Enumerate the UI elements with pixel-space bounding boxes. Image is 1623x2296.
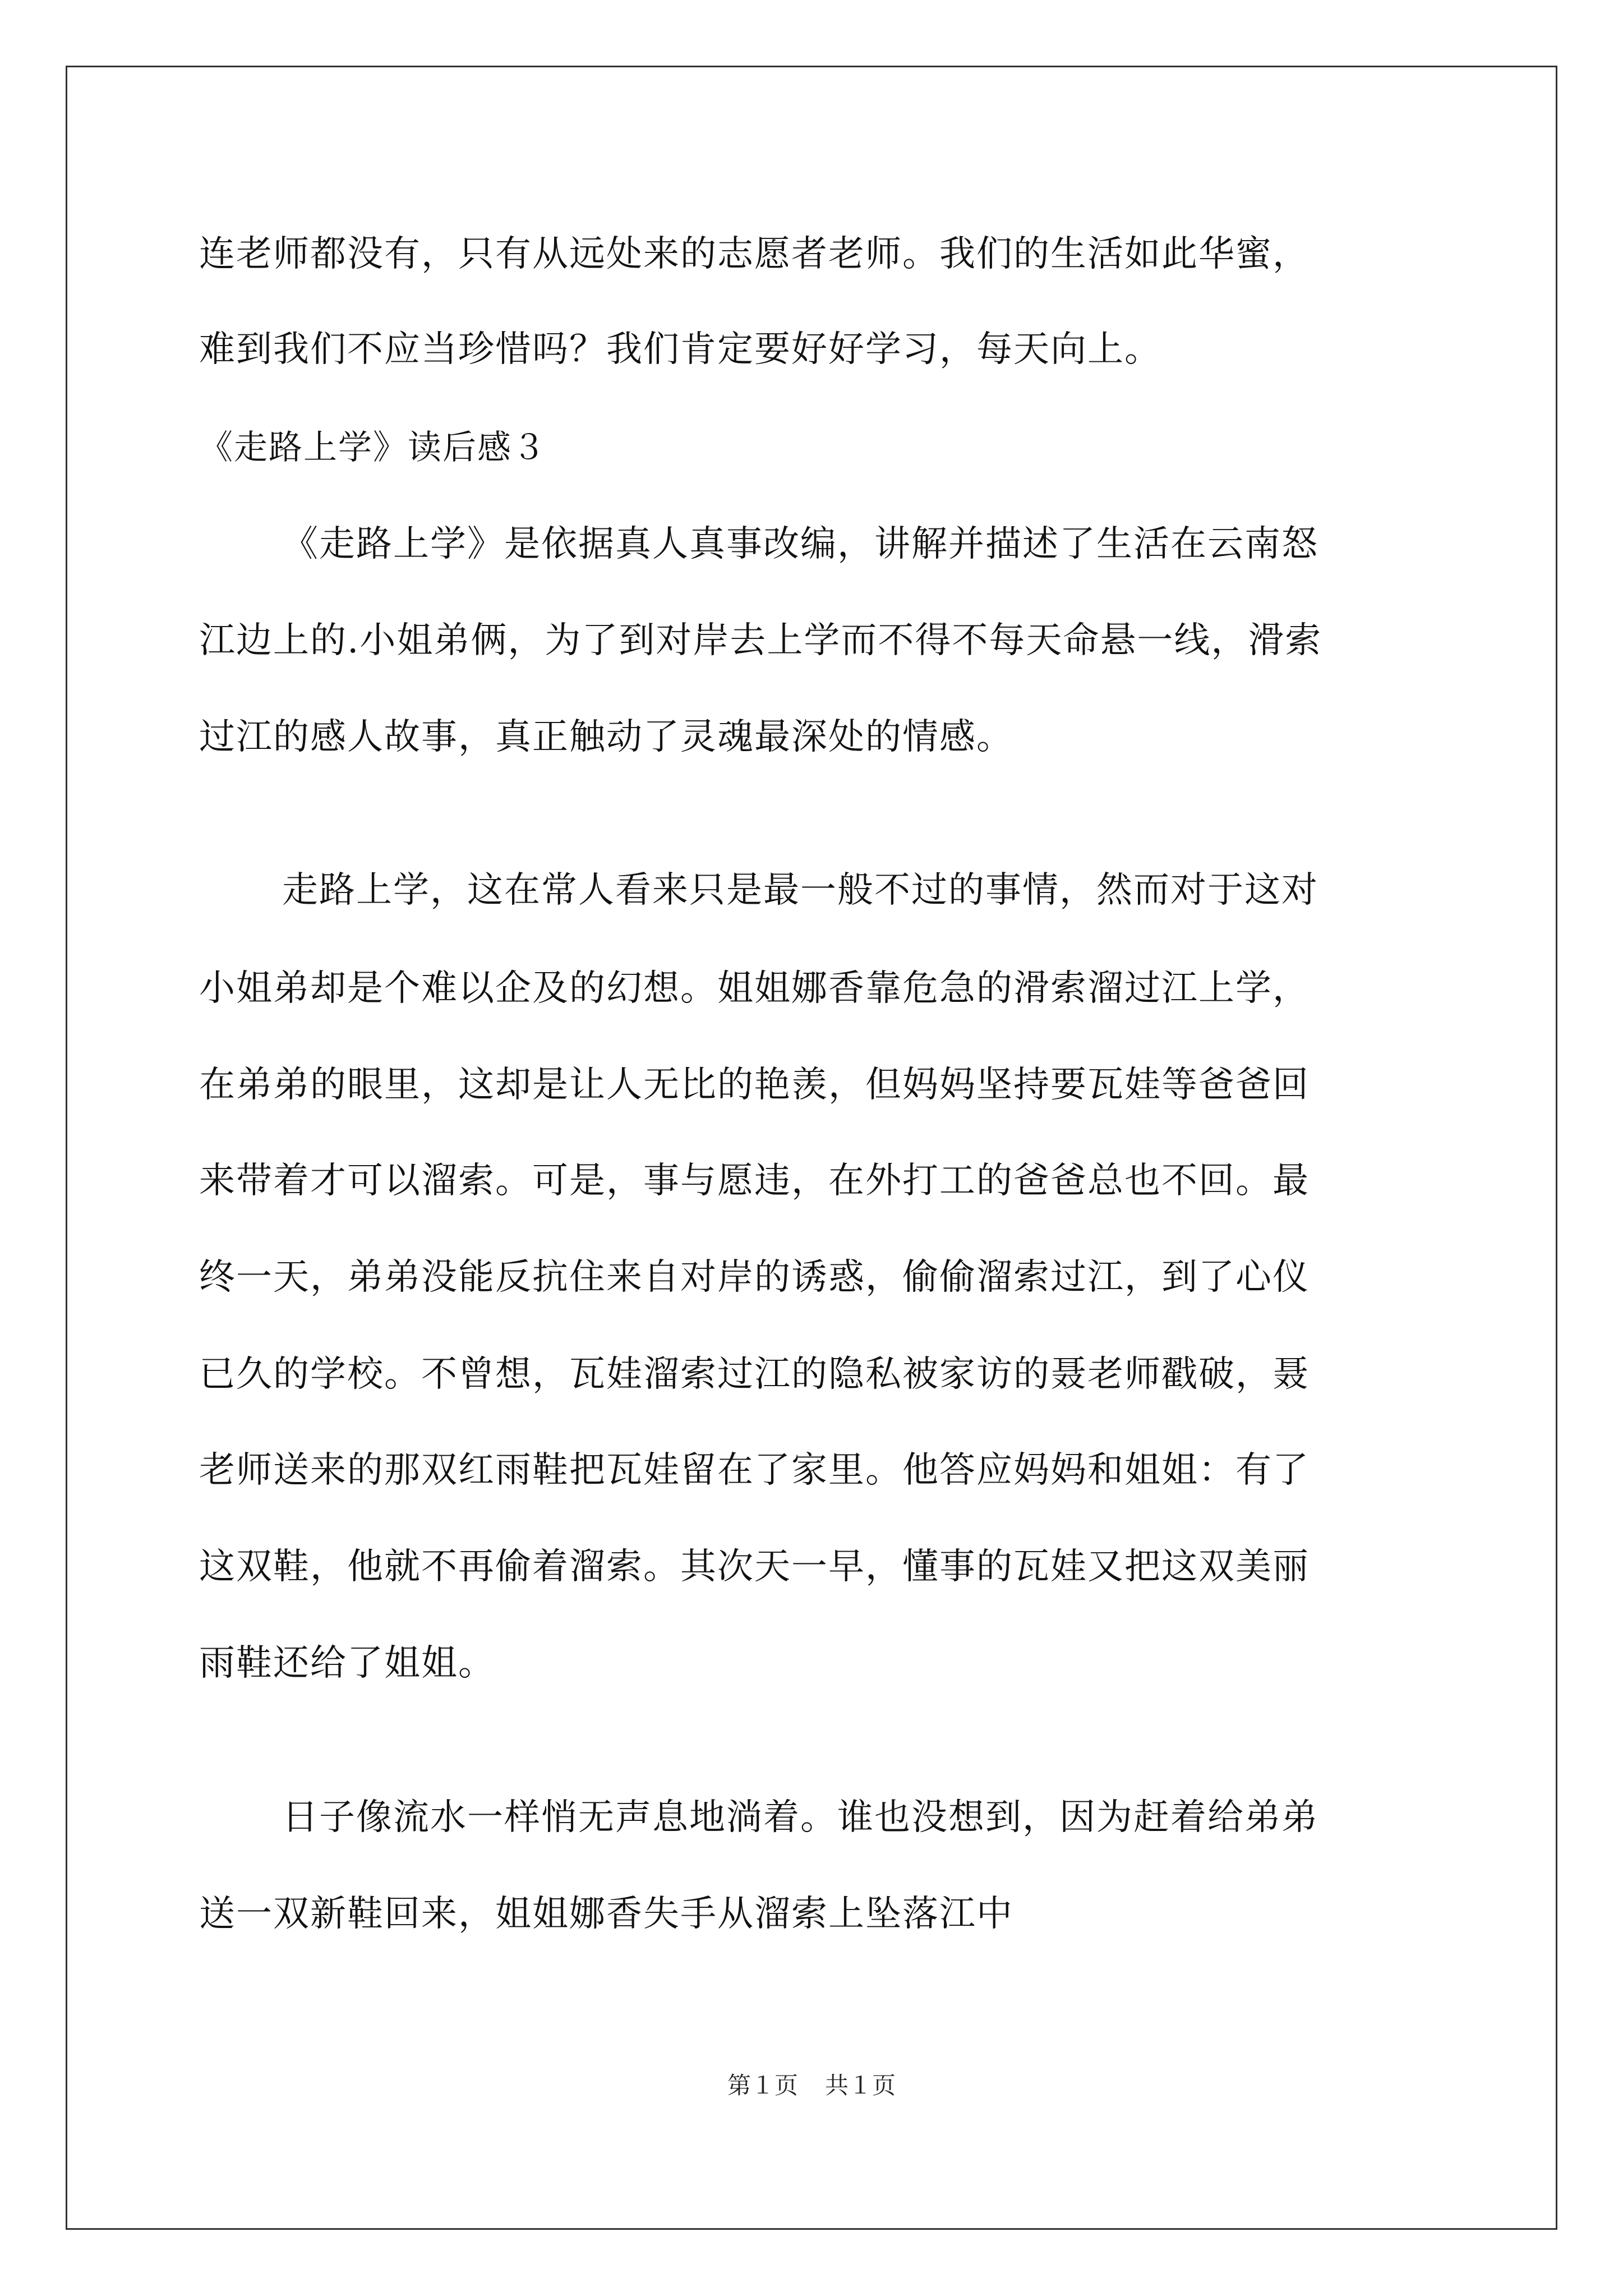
- body-line: 小姐弟却是个难以企及的幻想。姐姐娜香靠危急的滑索溜过江上学，: [199, 968, 1310, 1009]
- body-line: 已久的学校。不曾想，瓦娃溜索过江的隐私被家访的聂老师戳破，聂: [199, 1354, 1310, 1395]
- body-line: 难到我们不应当珍惜吗？我们肯定要好好学习，每天向上。: [199, 329, 1161, 370]
- body-line: 连老师都没有，只有从远处来的志愿者老师。我们的生活如此华蜜，: [199, 233, 1310, 275]
- body-line: 这双鞋，他就不再偷着溜索。其次天一早，懂事的瓦娃又把这双美丽: [199, 1546, 1310, 1588]
- body-line: 在弟弟的眼里，这却是让人无比的艳羡，但妈妈坚持要瓦娃等爸爸回: [199, 1064, 1310, 1106]
- body-line: 终一天，弟弟没能反抗住来自对岸的诱惑，偷偷溜索过江，到了心仪: [199, 1257, 1310, 1298]
- paragraph-first-line: 日子像流水一样悄无声息地淌着。谁也没想到，因为赶着给弟弟: [282, 1797, 1318, 1838]
- body-line: 来带着才可以溜索。可是，事与愿违，在外打工的爸爸总也不回。最: [199, 1160, 1310, 1202]
- paragraph-first-line: 走路上学，这在常人看来只是最一般不过的事情，然而对于这对: [282, 869, 1318, 911]
- body-line: 江边上的.小姐弟俩，为了到对岸去上学而不得不每天命悬一线，滑索: [199, 620, 1322, 661]
- paragraph-first-line: 《走路上学》是依据真人真事改编，讲解并描述了生活在云南怒: [282, 523, 1318, 565]
- section-heading: 《走路上学》读后感３: [199, 428, 547, 467]
- body-line: 雨鞋还给了姐姐。: [199, 1642, 495, 1684]
- page-number: 第１页: [727, 2072, 798, 2099]
- body-line: 送一双新鞋回来，姐姐娜香失手从溜索上坠落江中: [199, 1893, 1013, 1935]
- body-line: 老师送来的那双红雨鞋把瓦娃留在了家里。他答应妈妈和姐姐：有了: [199, 1450, 1310, 1491]
- body-line: 过江的感人故事，真正触动了灵魂最深处的情感。: [199, 716, 1013, 758]
- page-footer: [0, 2069, 1623, 2102]
- page-total: 共１页: [825, 2072, 896, 2099]
